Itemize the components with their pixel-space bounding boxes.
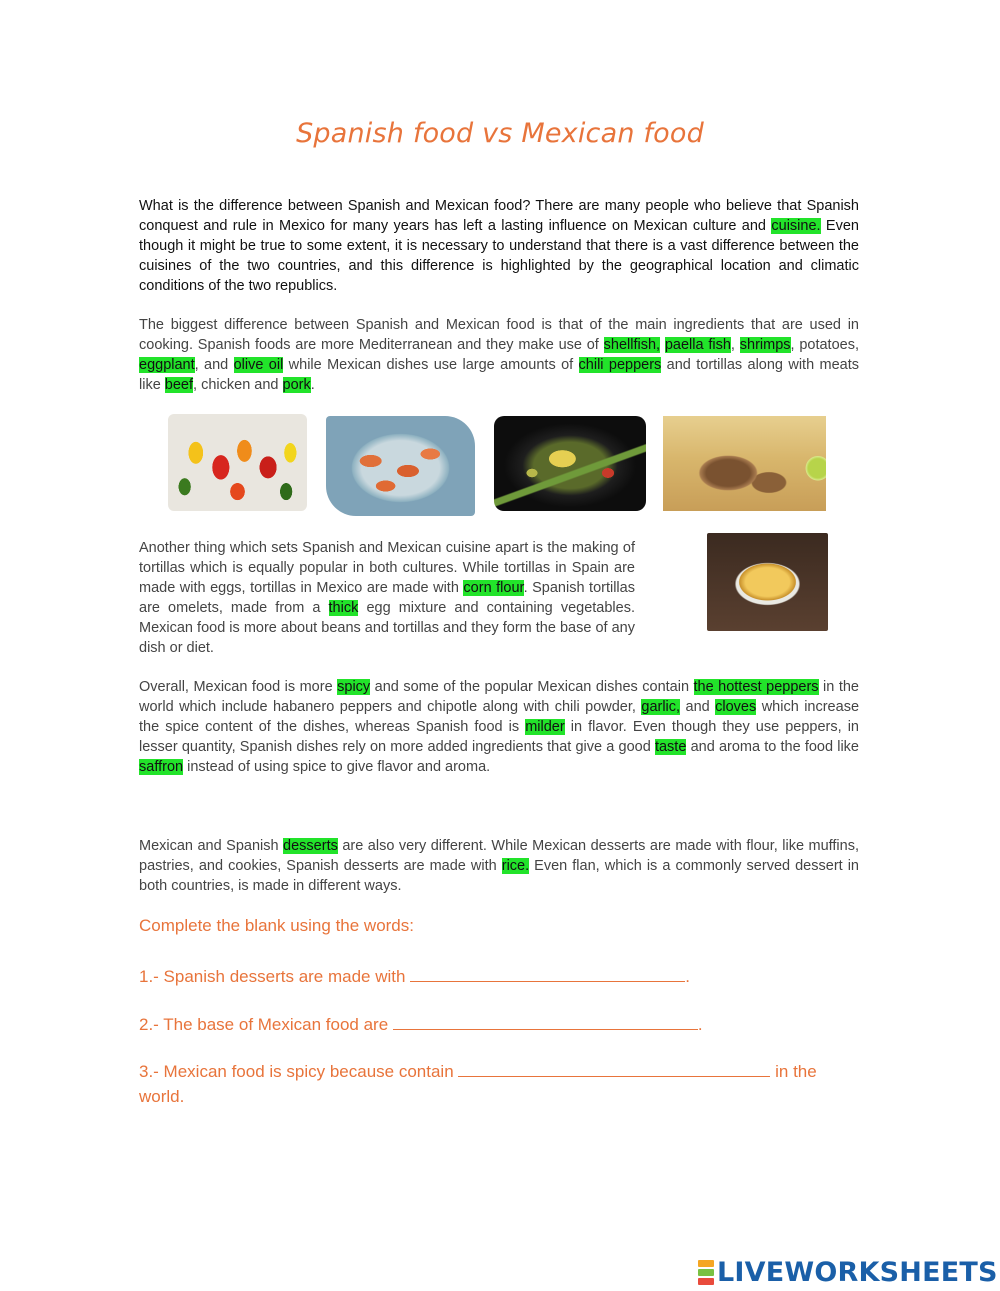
highlight-word: saffron xyxy=(139,759,184,775)
highlight-word: thick xyxy=(328,600,359,616)
highlight-word: eggplant xyxy=(139,357,195,373)
highlight-word: olive oil xyxy=(233,357,284,373)
highlight-word: desserts xyxy=(283,838,338,854)
tortillas-paragraph: Another thing which sets Spanish and Mexican cuisine apart is the making of tortillas which is equally popular in both cultures. While tortillas in Spain are made with eggs, tortillas in Mexico are made with corn flour. Spanish tortillas are omelets, made from a thick egg mixture and containing vegetables. Mexican food is more about beans and tortillas and they form the base of any dish or diet. xyxy=(139,540,635,656)
highlight-word: milder xyxy=(525,719,565,735)
page-title: Spanish food vs Mexican food xyxy=(296,118,704,149)
highlight-word: rice. xyxy=(501,858,530,874)
highlight-word: cuisine. xyxy=(771,218,821,234)
answer-blank-1[interactable] xyxy=(410,963,685,982)
highlight-word: beef xyxy=(164,377,194,393)
spice-paragraph: Overall, Mexican food is more spicy and some of the popular Mexican dishes contain the hottest peppers in the world which include habanero peppers and chipotle along with chili powder, garlic, and cloves which increase the spice content of the dishes, whereas Spanish food is milder in flavor. Even though they use peppers, in lesser quantity, Spanish dishes rely on more added ingredients that give a good taste and aroma to the food like saffron instead of using spice to give flavor and aroma. xyxy=(139,679,860,775)
answer-blank-3[interactable] xyxy=(458,1058,770,1077)
highlight-word: the hottest peppers xyxy=(693,679,819,695)
highlight-word: pork xyxy=(282,377,311,393)
intro-paragraph: What is the difference between Spanish and Mexican food? There are many people who believe that Spanish conquest and rule in Mexico for many years has left a lasting influence on Mexican culture and cuisine. Even though it might be true to some extent, it is necessary to understand that there is a vast difference between the cuisines of the two countries, and this difference is highlighted by the geographical location and climatic conditions of the two republics. xyxy=(139,198,859,294)
highlight-word: shellfish, xyxy=(603,337,661,353)
ingredients-paragraph: The biggest difference between Spanish and Mexican food is that of the main ingredients that are used in cooking. Spanish foods are more Mediterranean and they make use of shellfish, paella fish, shrimps, potatoes, eggplant, and olive oil while Mexican dishes use large amounts of chili peppers and tortillas along with meats like beef, chicken and pork. xyxy=(139,317,860,393)
answer-blank-2[interactable] xyxy=(393,1011,698,1030)
carnitas-photo xyxy=(663,416,826,511)
highlight-word: chili peppers xyxy=(578,357,662,373)
desserts-paragraph: Mexican and Spanish desserts are also very different. While Mexican desserts are made with flour, like muffins, pastries, and cookies, Spanish desserts are made with rice. Even flan, which is a commonly served dessert in both countries, is made in different ways. xyxy=(139,838,860,894)
highlight-word: shrimps xyxy=(739,337,791,353)
highlight-word: spicy xyxy=(337,679,371,695)
soup-photo xyxy=(494,416,646,511)
exercise-heading: Complete the blank using the words: xyxy=(139,916,414,935)
question-1: 1.- Spanish desserts are made with . xyxy=(139,963,859,989)
peppers-photo xyxy=(168,414,307,511)
highlight-word: taste xyxy=(654,739,687,755)
shrimp-photo xyxy=(326,416,475,516)
liveworksheets-logo xyxy=(698,1257,998,1287)
logo-text: LIVEWORKSHEETS xyxy=(717,1256,998,1288)
logo-icon xyxy=(698,1259,714,1286)
spanish-tortilla-photo xyxy=(707,533,828,631)
highlight-word: cloves xyxy=(715,699,757,715)
highlight-word: paella fish xyxy=(664,337,731,353)
highlight-word: corn flour xyxy=(463,580,524,596)
highlight-word: garlic, xyxy=(641,699,681,715)
question-2: 2.- The base of Mexican food are . xyxy=(139,1011,859,1037)
question-3: 3.- Mexican food is spicy because contain in the world. xyxy=(139,1058,859,1109)
